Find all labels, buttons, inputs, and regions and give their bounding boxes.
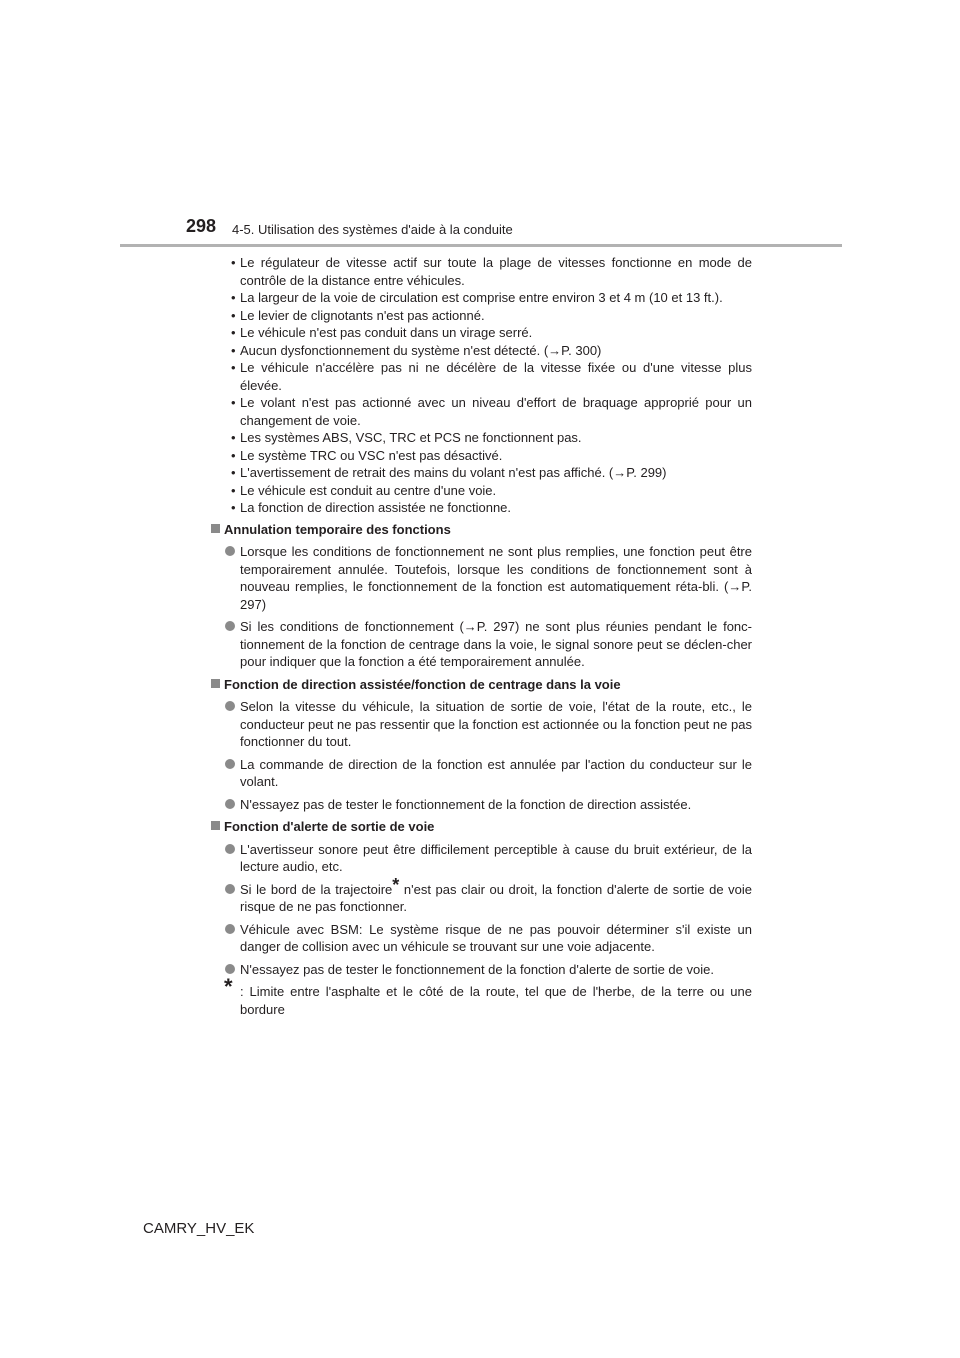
section-heading: Annulation temporaire des fonctions [210,521,752,539]
list-item: • Le régulateur de vitesse actif sur toute la plage de vitesses fonctionne en mode de contrôle de la distance entre véhicules. [231,255,752,288]
circle-bullet-icon [225,799,235,809]
section-title: 4-5. Utilisation des systèmes d'aide à la conduite [232,222,513,237]
page-number: 298 [186,216,217,236]
circle-bullet-icon [225,844,235,854]
footnote: * : Limite entre l'asphalte et le côté de la route, tel que de l'herbe, de la terre ou une bordure [224,974,752,1017]
note-item: N'essayez pas de tester le fonctionnement de la fonction d'alerte de sortie de voie. [210,961,752,979]
footnote-mark: * [392,874,400,895]
square-bullet-icon [211,679,220,688]
note-item: Véhicule avec BSM: Le système risque de ne pas pouvoir déterminer s'il existe un danger de collision avec un véhicule se trouvant sur une voie adjacente. [210,921,752,956]
section-heading: Fonction de direction assistée/fonction de centrage dans la voie [210,676,752,694]
list-item: • Le système TRC ou VSC n'est pas désactivé. [231,447,503,463]
section-heading: Fonction d'alerte de sortie de voie [210,818,752,836]
page-content [210,254,752,1018]
circle-bullet-icon [225,701,235,711]
square-bullet-icon [211,524,220,533]
circle-bullet-icon [225,964,235,974]
circle-bullet-icon [225,621,235,631]
note-item: Lorsque les conditions de fonctionnement ne sont plus remplies, une fonction peut être temporairement annulée. Toutefois, lorsque les conditions de fonctionnement sont à nouveau remplies, le fonctionnement de la fonction est automatiquement réta-bli. (→P. 297) [210,543,752,613]
list-item: • Le véhicule n'accélère pas ni ne décélère de la vitesse fixée ou d'une vitesse plus élevée. [231,360,752,393]
list-item: • La largeur de la voie de circulation est comprise entre environ 3 et 4 m (10 et 13 ft.). [231,290,723,305]
note-item: La commande de direction de la fonction est annulée par l'action du conducteur sur le volant. [210,756,752,791]
document-code: CAMRY_HV_EK [143,1220,255,1237]
list-item: • Le levier de clignotants n'est pas actionné. [231,307,485,323]
conditions-list [210,254,752,517]
list-item: • La fonction de direction assistée ne fonctionne. [231,500,512,515]
note-item: N'essayez pas de tester le fonctionnement de la fonction de direction assistée. [210,796,752,814]
list-item: • Le volant n'est pas actionné avec un niveau d'effort de braquage approprié pour un changement de voie. [231,395,752,428]
circle-bullet-icon [225,759,235,769]
circle-bullet-icon [225,546,235,556]
square-bullet-icon [211,821,220,830]
list-item: • Aucun dysfonctionnement du système n'est détecté. (→P. 300) [231,342,602,358]
circle-bullet-icon [225,924,235,934]
note-item: Si les conditions de fonctionnement (→P. 297) ne sont plus réunies pendant le fonc-tionnement de la fonction de centrage dans la voie, le signal sonore peut se déclen-cher pour indiquer que la fonction a été temporairement annulée. [210,618,752,671]
footnote-mark: * [224,974,233,999]
list-item: • Les systèmes ABS, VSC, TRC et PCS ne fonctionnent pas. [231,430,582,445]
note-item: Selon la vitesse du véhicule, la situation de sortie de voie, l'état de la route, etc., le conducteur peut ne pas ressentir que la fonction est actionnée ou la fonction peut ne pas fonctionner du tout. [210,698,752,751]
header-divider [120,244,842,247]
list-item: • Le véhicule n'est pas conduit dans un virage serré. [231,325,533,340]
note-item: L'avertisseur sonore peut être difficilement perceptible à cause du bruit extérieur, de la lecture audio, etc. [210,841,752,876]
note-item: Si le bord de la trajectoire* n'est pas clair ou droit, la fonction d'alerte de sortie de voie risque de ne pas fonctionner. [210,881,752,916]
list-item: • L'avertissement de retrait des mains du volant n'est pas affiché. (→P. 299) [231,465,667,480]
circle-bullet-icon [225,884,235,894]
list-item: • Le véhicule est conduit au centre d'une voie. [231,482,497,498]
